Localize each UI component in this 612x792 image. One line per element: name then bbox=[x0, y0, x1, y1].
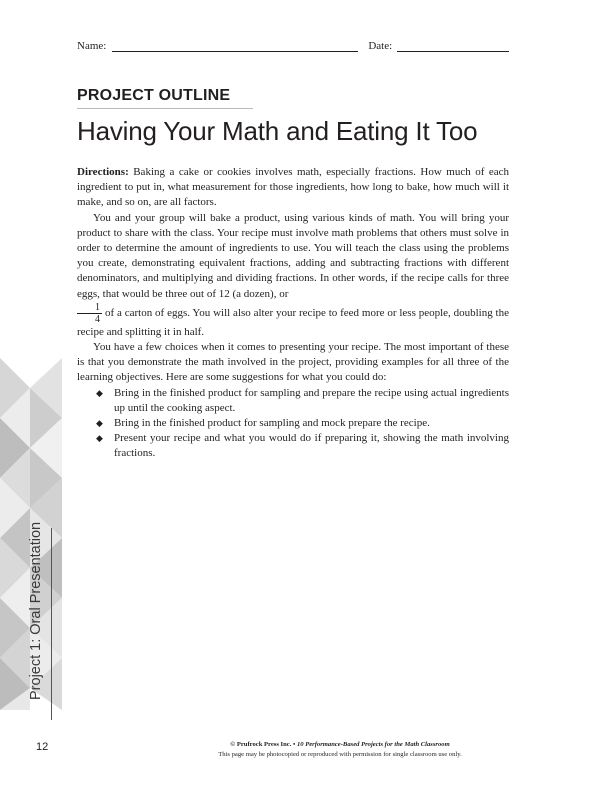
paragraph-2-text: You and your group will bake a product, using various kinds of math. You will bring your product to share with the class. Your recipe must involve math problems that others must solve in order to determine the amount of ingredients to use. You will teach the class using the problems you create, demonstrating equivalent fractions, adding and subtracting fractions with different denominators, and multiplying and dividing fractions. In other words, if the recipe calls for three eggs, that would be three out of 12 (a dozen), or bbox=[77, 211, 509, 300]
page-number: 12 bbox=[36, 741, 49, 753]
name-label: Name: bbox=[77, 40, 107, 52]
footer-publisher: © Prufrock Press Inc. • bbox=[230, 741, 296, 748]
section-heading: PROJECT OUTLINE bbox=[77, 87, 253, 109]
body-text bbox=[77, 165, 509, 462]
fraction-numerator: 1 bbox=[77, 302, 102, 314]
bullet-icon: ◆ bbox=[96, 418, 103, 429]
directions-paragraph bbox=[77, 165, 509, 211]
footer-permission: This page may be photocopied or reproduced with permission for single classroom use only. bbox=[218, 751, 462, 758]
name-date-row bbox=[77, 40, 509, 52]
paragraph-2-continued: of a carton of eggs. You will also alter your recipe to feed more or less people, doubling the recipe and splitting it in half. bbox=[77, 306, 509, 338]
footer-book-title: 10 Performance-Based Projects for the Math Classroom bbox=[296, 741, 450, 748]
date-label: Date: bbox=[368, 40, 393, 52]
directions-text: Baking a cake or cookies involves math, especially fractions. How much of each ingredient to put in, what measurement for those ingredients, how long to bake, how much will it make, and so on, are all factors. bbox=[77, 166, 509, 209]
fraction-denominator: 4 bbox=[95, 313, 100, 325]
sidebar-divider bbox=[51, 528, 52, 720]
bullet-icon: ◆ bbox=[96, 433, 103, 444]
sidebar-project-label: Project 1: Oral Presentation bbox=[28, 521, 44, 700]
directions-label: Directions: bbox=[77, 166, 129, 178]
paragraph-3: You have a few choices when it comes to presenting your recipe. The most important of these is that you demonstrate the math involved in the project, providing examples for all three of the learning objectives. Here are some suggestions for what you could do: bbox=[77, 341, 509, 384]
fraction-one-quarter bbox=[77, 302, 102, 325]
paragraph-2 bbox=[77, 211, 509, 340]
list-item: ◆ Bring in the finished product for sampling and prepare the recipe using actual ingredients up until the cooking aspect. bbox=[96, 386, 509, 414]
list-item: ◆ Bring in the finished product for sampling and mock prepare the recipe. bbox=[114, 416, 509, 431]
name-field[interactable] bbox=[112, 40, 358, 52]
bullet-icon: ◆ bbox=[96, 387, 103, 398]
footer bbox=[110, 740, 570, 760]
page-title: Having Your Math and Eating It Too bbox=[77, 116, 478, 146]
footer-copyright bbox=[110, 740, 570, 750]
date-field[interactable] bbox=[397, 40, 509, 52]
list-item: ◆ Present your recipe and what you would do if preparing it, showing the math involving fractions. bbox=[96, 432, 509, 460]
suggestions-list bbox=[77, 386, 509, 462]
